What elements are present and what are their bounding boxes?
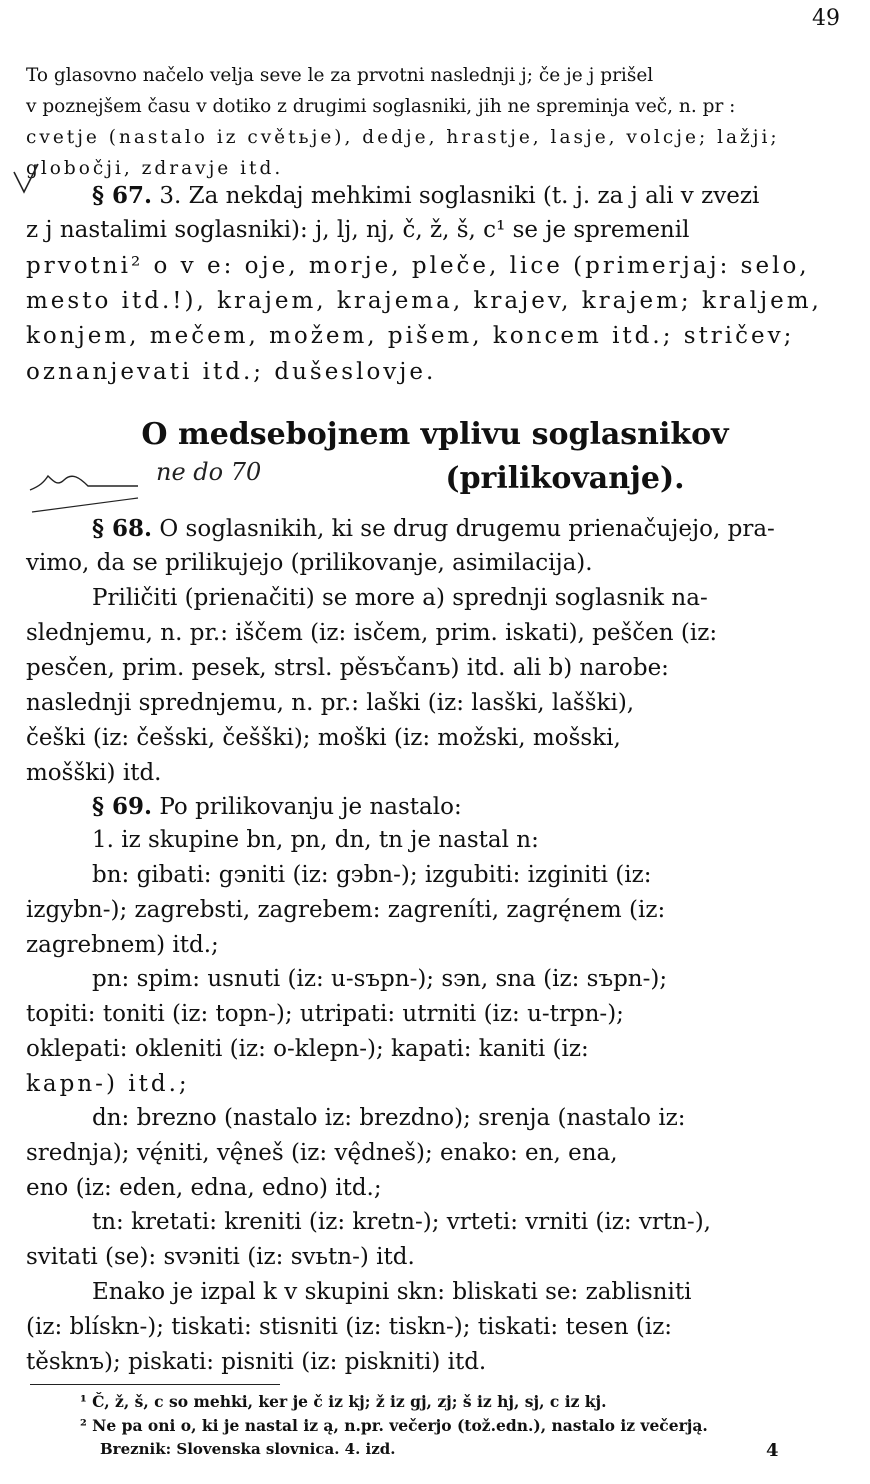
para69-line-1	[92, 789, 846, 825]
para69-text-1: Po prilikovanju je nastalo:	[159, 794, 462, 820]
paragraph-top-line-4: globočji, zdravje itd.	[26, 158, 284, 179]
para68-line-6: naslednji sprednjemu, n. pr.: laški (iz: lasški, lašški),	[26, 690, 635, 716]
page-number: 49	[812, 6, 840, 31]
para68-line-8: mošški) itd.	[26, 760, 162, 786]
para68-line-4: slednjemu, n. pr.: iščem (iz: isčem, prim. iskati), peščen (iz:	[26, 620, 718, 646]
para67-text-1: 3. Za nekdaj mehkimi soglasniki (t. j. za j ali v zvezi	[159, 183, 760, 209]
para67-line-4: mesto itd.!), krajem, krajema, krajev, krajem; kraljem,	[26, 288, 822, 314]
handwritten-check-mark	[8, 160, 48, 200]
para69-line-12: eno (iz: eden, edna, edno) itd.;	[26, 1175, 382, 1201]
imprint-line: Breznik: Slovenska slovnica. 4. izd.	[100, 1440, 396, 1458]
para69-line-16: (iz: blískn-); tiskati: stisniti (iz: tiskn-); tiskati: tesen (iz:	[26, 1314, 673, 1340]
para68-text-1: O soglasnikih, ki se drug drugemu prienačujejo, pra-	[159, 516, 775, 542]
signature-mark: 4	[766, 1440, 779, 1461]
section-subheading: (prilikovanje).	[445, 461, 685, 496]
section-number-67: § 67.	[92, 182, 153, 209]
para69-line-3: bn: gibati: gэniti (iz: gэbn-); izgubiti: izginiti (iz:	[92, 862, 652, 888]
handwritten-annotation	[28, 436, 298, 516]
para68-line-3: Priličiti (prienačiti) se more a) sprednji soglasnik na-	[92, 585, 708, 611]
para69-line-13: tn: kretati: kreniti (iz: kretn-); vrteti: vrniti (iz: vrtn-),	[92, 1209, 711, 1235]
handwritten-note: ne do 70	[156, 458, 262, 486]
paragraph-top-line-3: cvetje (nastalo iz cvětьje), dedje, hrastje, lasje, volcje; lažji;	[26, 127, 780, 148]
para69-line-10: dn: brezno (nastalo iz: brezdno); srenja (nastalo iz:	[92, 1105, 686, 1131]
footnote-rule	[30, 1384, 280, 1385]
para68-line-5: pesčen, prim. pesek, strsl. pěsъčanъ) itd. ali b) narobe:	[26, 655, 669, 681]
para67-line-2: z j nastalimi soglasniki): j, lj, nj, č, ž, š, c¹ se je spremenil	[26, 217, 690, 243]
footnote-1: ¹ Č, ž, š, c so mehki, ker je č iz kj; ž iz gj, zj; š iz hj, sj, c iz kj.	[80, 1392, 607, 1411]
para67-line-5: konjem, mečem, možem, pišem, koncem itd.; stričev;	[26, 323, 795, 349]
para69-line-2: 1. iz skupine bn, pn, dn, tn je nastal n:	[92, 827, 539, 853]
paragraph-top-line-2: v poznejšem času v dotiko z drugimi soglasniki, jih ne spreminja več, n. pr :	[26, 96, 736, 117]
section-heading: O medsebojnem vplivu soglasnikov	[141, 417, 729, 452]
para69-line-17: těsknъ); piskati: pisniti (iz: piskniti) itd.	[26, 1349, 487, 1375]
para68-line-2: vimo, da se prilikujejo (prilikovanje, asimilacija).	[26, 550, 593, 576]
para69-line-9: kapn-) itd.;	[26, 1071, 190, 1097]
para69-line-4: izgybn-); zagrebsti, zagrebem: zagreníti, zagrę́nem (iz:	[26, 897, 666, 923]
para69-line-7: topiti: toniti (iz: topn-); utripati: utrniti (iz: u-trpn-);	[26, 1001, 624, 1027]
section-number-69: § 69.	[92, 793, 153, 820]
para69-line-5: zagrebnem) itd.;	[26, 932, 219, 958]
para68-line-1	[92, 511, 846, 547]
para69-line-8: oklepati: okleniti (iz: o-klepn-); kapati: kaniti (iz:	[26, 1036, 589, 1062]
para69-line-14: svitati (se): svэniti (iz: svьtn-) itd.	[26, 1244, 415, 1270]
para68-line-7: češki (iz: češski, češški); moški (iz: možski, mošski,	[26, 725, 621, 751]
paragraph-top-line-1: To glasovno načelo velja seve le za prvotni naslednji j; če je j prišel	[26, 65, 654, 86]
para67-line-1	[92, 178, 846, 214]
para67-line-6: oznanjevati itd.; dušeslovje.	[26, 359, 437, 385]
para69-line-11: srednja); vę́niti, vę̂neš (iz: vę̂dneš); enako: en, ena,	[26, 1140, 618, 1166]
section-number-68: § 68.	[92, 515, 153, 542]
para69-line-6: pn: spim: usnuti (iz: u-sъpn-); sэn, sna (iz: sъpn-);	[92, 966, 668, 992]
footnote-2: ² Ne pa oni o, ki je nastal iz ą, n.pr. večerjo (tož.edn.), nastalo iz večerją.	[80, 1416, 708, 1435]
para67-line-3: prvotni² o v e: oje, morje, pleče, lice (primerjaj: selo,	[26, 253, 810, 279]
para69-line-15: Enako je izpal k v skupini skn: bliskati se: zablisniti	[92, 1279, 692, 1305]
